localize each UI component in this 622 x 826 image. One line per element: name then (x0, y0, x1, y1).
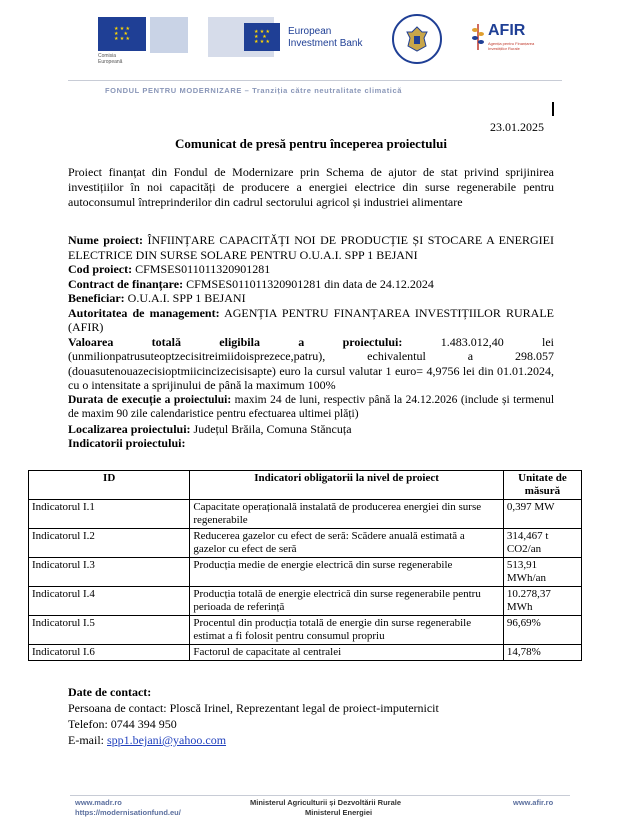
ministry-agriculture: Ministerul Agriculturii și Dezvoltării Rurale (250, 798, 402, 807)
managing-authority: Autoritatea de management: AGENȚIA PENTRU FINANȚAREA INVESTIȚIILOR RURALE (AFIR) (68, 305, 554, 334)
contact-person: Persoana de contact: Ploscă Irinel, Reprezentant legal de proiect-imputernicit (68, 701, 439, 715)
contact-heading: Date de contact: (68, 685, 152, 699)
indicator-description: Procentul din producția totală de energie din surse regenerabile estimat a fi folosit pentru consumul propriu (190, 616, 504, 645)
indicator-description: Capacitate operațională instalată de producerea energiei din surse regenerabile (190, 500, 504, 529)
column-header-indicator: Indicatori obligatorii la nivel de proiect (190, 471, 504, 500)
afir-logo-subtitle: Agenția pentru Finanțarea Investițiilor Rurale (488, 41, 535, 51)
eib-logo-text: European Investment Bank (288, 26, 363, 49)
indicator-id: Indicatorul I.4 (29, 587, 190, 616)
project-location: Localizarea proiectului: Județul Brăila, Comuna Stăncuța (68, 421, 352, 436)
table-row (29, 529, 582, 558)
table-row (29, 616, 582, 645)
indicator-unit: 96,69% (503, 616, 581, 645)
indicator-id: Indicatorul I.5 (29, 616, 190, 645)
table-row (29, 587, 582, 616)
text-cursor (552, 102, 554, 116)
eu-logo-band (150, 17, 188, 53)
table-row (29, 558, 582, 587)
project-info (68, 233, 554, 451)
indicator-description: Producția medie de energie electrică din surse regenerabile (190, 558, 504, 587)
intro-paragraph: Proiect finanțat din Fondul de Modernizare prin Schema de ajutor de stat privind sprijinirea investițiilor în noi capacități de producere a energiei electrice din surse regenerabile pentru autoconsumul întreprinderilor din cadrul sectorului agricol și industriei alimentare (68, 165, 554, 209)
madr-link[interactable]: www.madr.ro (75, 798, 122, 807)
afir-logo (470, 20, 550, 60)
indicator-unit: 314,467 t CO2/an (503, 529, 581, 558)
table-row (29, 500, 582, 529)
header-divider (68, 80, 562, 81)
indicator-id: Indicatorul I.6 (29, 645, 190, 661)
financing-contract: Contract de finanțare: CFMSES011011320901281 din data de 24.12.2024 (68, 276, 434, 291)
email-link[interactable]: spp1.bejani@yahoo.com (107, 733, 227, 747)
indicators-table (28, 470, 582, 661)
indicator-unit: 0,397 MW (503, 500, 581, 529)
eib-logo (208, 17, 368, 59)
column-header-id: ID (29, 471, 190, 500)
document-date: 23.01.2025 (490, 120, 544, 134)
fund-tagline: FONDUL PENTRU MODERNIZARE – Tranziția către neutralitate climatică (105, 86, 403, 95)
indicator-unit: 513,91 MWh/an (503, 558, 581, 587)
indicators-label: Indicatorii proiectului: (68, 436, 186, 450)
afir-logo-text: AFIR (488, 22, 526, 39)
indicator-unit: 14,78% (503, 645, 581, 661)
eu-flag-icon: ★ ★ ★ ★ ★ ★ ★ ★ (98, 17, 146, 51)
afir-link[interactable]: www.afir.ro (513, 798, 554, 807)
indicator-unit: 10.278,37 MWh (503, 587, 581, 616)
european-commission-logo (98, 17, 190, 67)
indicator-id: Indicatorul I.1 (29, 500, 190, 529)
ministry-energy: Ministerul Energiei (305, 808, 373, 817)
contact-phone: Telefon: 0744 394 950 (68, 717, 177, 731)
footer-divider (70, 795, 570, 796)
indicator-description: Reducerea gazelor cu efect de seră: Scădere anuală estimată a gazelor cu efect de seră (190, 529, 504, 558)
modernisation-fund-link[interactable]: https://modernisationfund.eu/ (75, 808, 181, 817)
government-of-romania-seal-icon (392, 14, 442, 64)
email-label: E-mail: (68, 733, 107, 747)
beneficiary: Beneficiar: O.U.A.I. SPP 1 BEJANI (68, 291, 246, 305)
eu-flag-icon: ★ ★ ★ ★ ★ ★ ★ ★ (244, 23, 280, 51)
column-header-unit: Unitate de măsură (503, 471, 581, 500)
contact-email-row (68, 732, 439, 748)
indicator-description: Factorul de capacitate al centralei (190, 645, 504, 661)
contact-section (68, 684, 439, 748)
wheat-icon (470, 22, 486, 52)
table-row (29, 645, 582, 661)
indicator-description: Producția totală de energie electrică din surse regenerabile pentru perioada de referință (190, 587, 504, 616)
document-title: Comunicat de presă pentru începerea proiectului (175, 136, 447, 151)
eu-logo-label: Comisia Europeană (98, 53, 123, 65)
execution-duration: Durata de execuție a proiectului: maxim 24 de luni, respectiv până la 24.12.2026 (include și termenul de maxim 90 zile calendaristice pentru efectuarea ultimei plăți) (68, 393, 555, 420)
indicator-id: Indicatorul I.2 (29, 529, 190, 558)
project-name: Nume proiect: ÎNFIINȚARE CAPACITĂȚI NOI DE PRODUCȚIE ȘI STOCARE A ENERGIEI ELECTRICE DIN SURSE SOLARE PENTRU O.U.A.I. SPP 1 BEJANI (68, 233, 554, 262)
total-eligible-value: Valoarea totală eligibila a proiectului: 1.483.012,40 lei (unmilionpatrusuteoptzecisitreimiidoisprezece,patru), echivalentul a 298.057 (douasutenouazecisioptmiicincizecisisapte) euro la cursul valutar 1 euro= 4,9756 lei din 01.01.2024, cu o intensitate a sprijinului de până la maximum 100% (68, 334, 555, 392)
indicator-id: Indicatorul I.3 (29, 558, 190, 587)
table-header-row (29, 471, 582, 500)
project-code: Cod proiect: CFMSES011011320901281 (68, 262, 271, 276)
